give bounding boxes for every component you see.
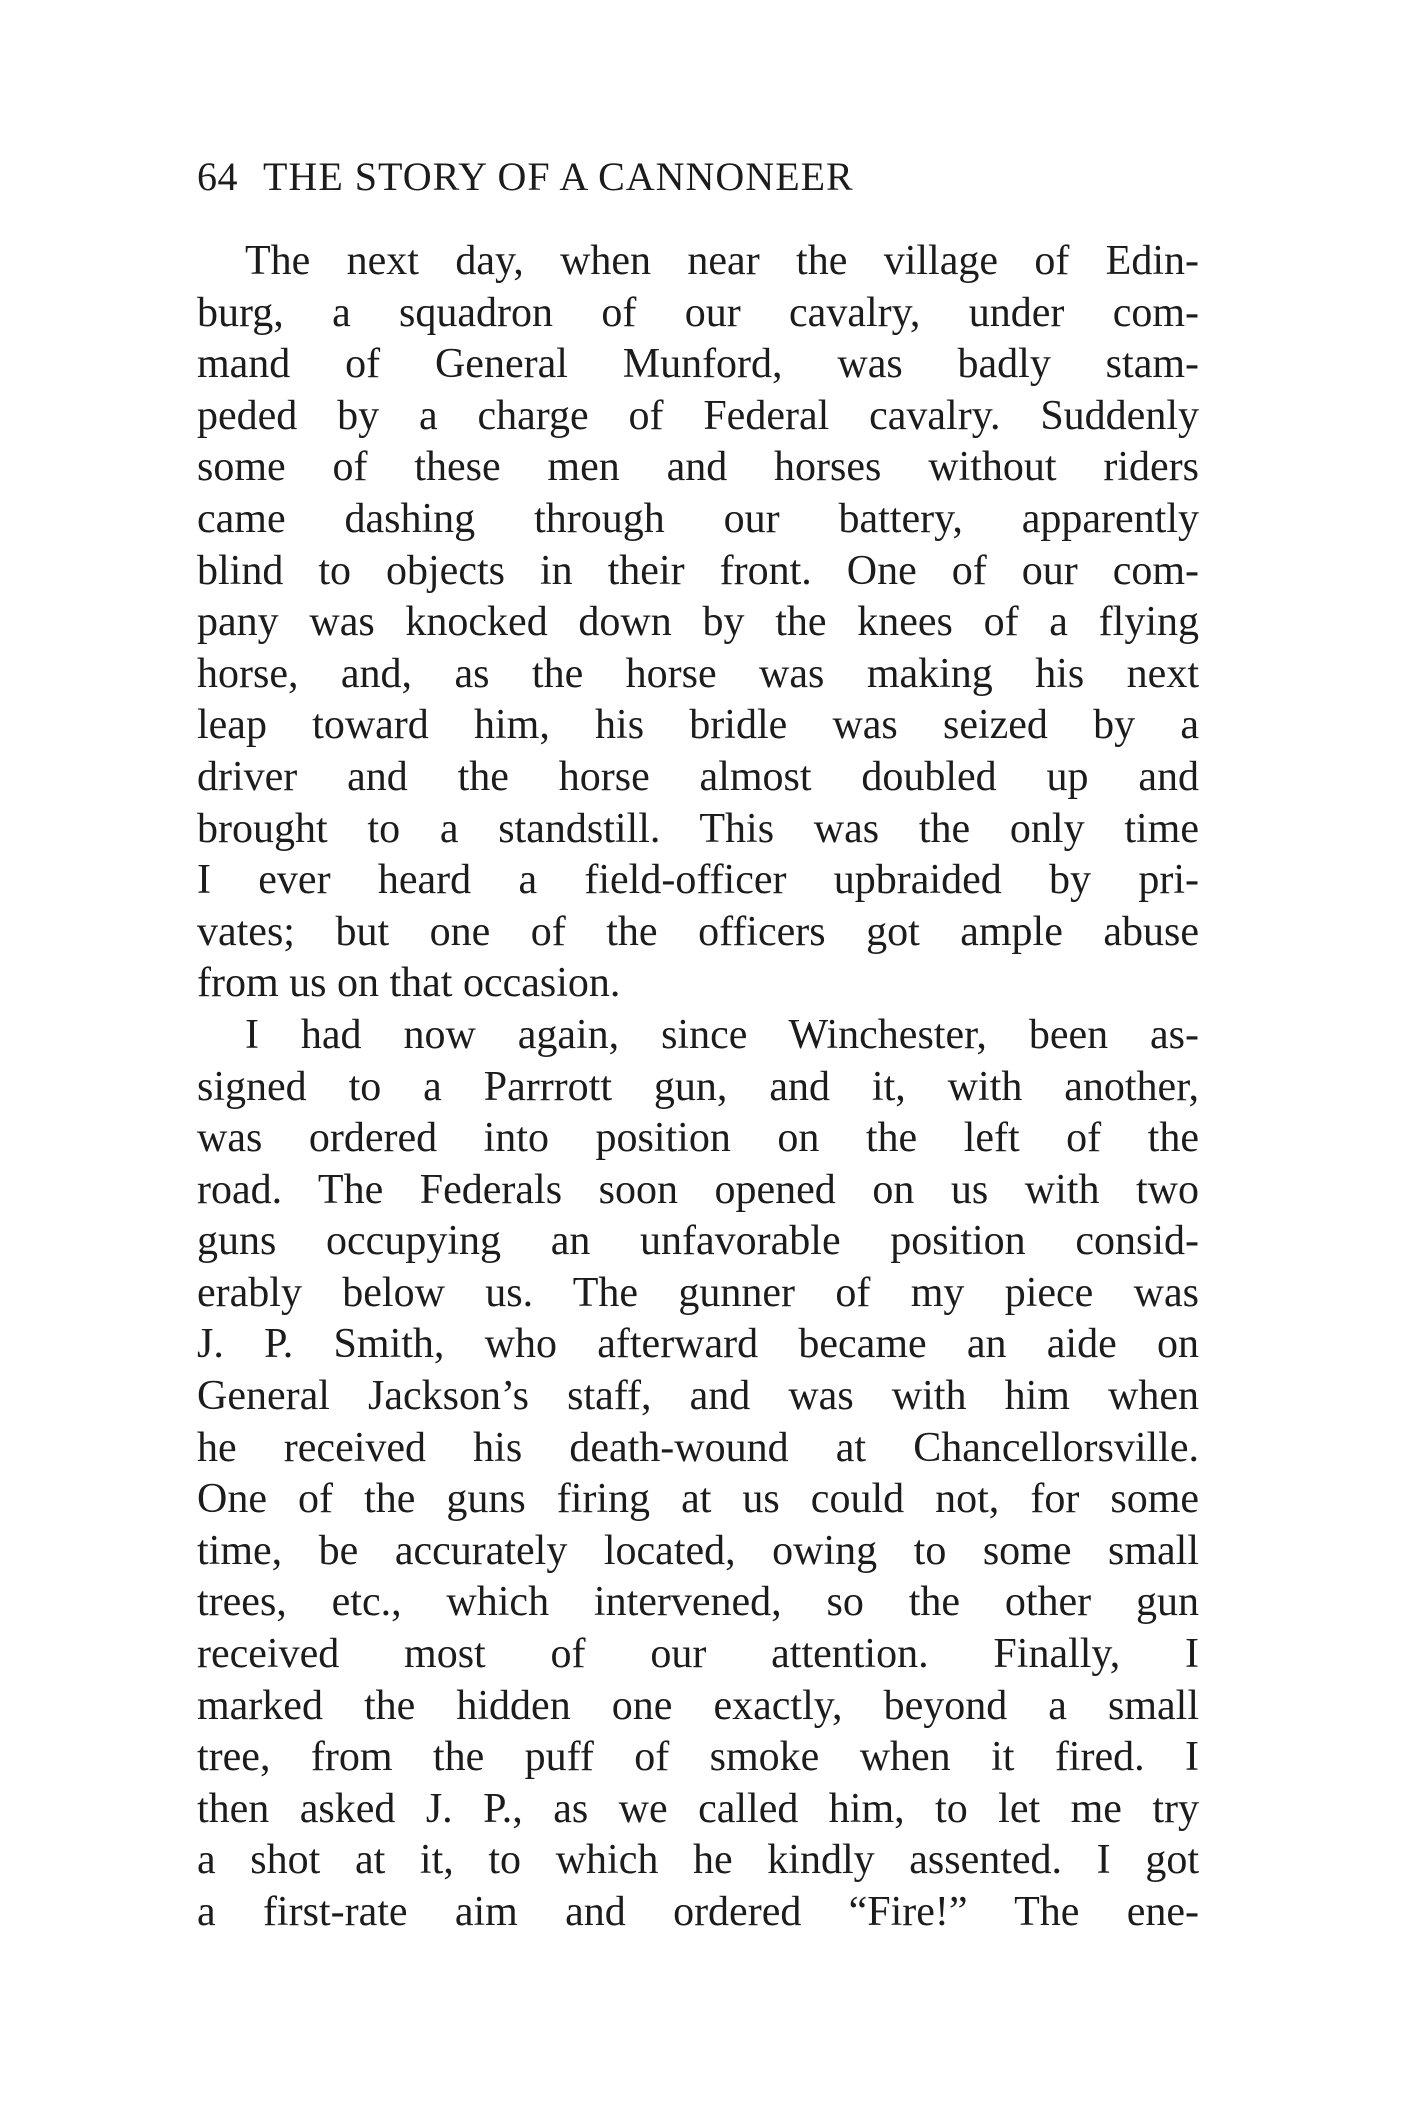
text-line: came dashing through our battery, apparently [197,495,1199,542]
text-line: burg, a squadron of our cavalry, under com- [197,289,1199,336]
page-number: 64 [197,154,238,199]
text-line: mand of General Munford, was badly stam- [197,341,1199,388]
text-line: blind to objects in their front. One of our com- [197,547,1199,594]
text-line: then asked J. P., as we called him, to let me try [197,1785,1199,1832]
running-title: THE STORY OF A CANNONEER [263,154,854,199]
text-line: received most of our attention. Finally, I [197,1631,1199,1678]
text-line: pany was knocked down by the knees of a flying [197,599,1199,646]
text-line: horse, and, as the horse was making his next [197,650,1199,697]
body-text [197,236,1199,1939]
text-line: guns occupying an unfavorable position consid- [197,1218,1199,1265]
text-line: was ordered into position on the left of the [197,1115,1199,1162]
text-line: I had now again, since Winchester, been as- [245,1011,1199,1058]
text-line: tree, from the puff of smoke when it fired. I [197,1734,1199,1781]
text-line: driver and the horse almost doubled up and [197,753,1199,800]
text-line: trees, etc., which intervened, so the other gun [197,1579,1199,1626]
text-line: marked the hidden one exactly, beyond a small [197,1682,1199,1729]
text-line: leap toward him, his bridle was seized by a [197,702,1199,749]
text-line: vates; but one of the officers got ample abuse [197,908,1199,955]
text-line: J. P. Smith, who afterward became an aide on [197,1321,1199,1368]
text-line: a first-rate aim and ordered “Fire!” The ene- [197,1889,1199,1935]
text-line: road. The Federals soon opened on us with two [197,1166,1199,1213]
text-line: signed to a Parrrott gun, and it, with another, [197,1063,1199,1110]
text-line: peded by a charge of Federal cavalry. Suddenly [197,392,1199,439]
text-line: The next day, when near the village of Edin- [245,238,1199,284]
text-line: from us on that occasion. [197,960,621,1007]
text-line: One of the guns firing at us could not, for some [197,1476,1199,1523]
text-line: he received his death-wound at Chancellorsville. [197,1424,1199,1471]
text-line: time, be accurately located, owing to some small [197,1527,1199,1574]
text-line: brought to a standstill. This was the only time [197,805,1199,852]
text-line: erably below us. The gunner of my piece was [197,1269,1199,1316]
text-line: General Jackson’s staff, and was with him when [197,1373,1199,1420]
text-line: some of these men and horses without riders [197,444,1199,491]
page-header [197,152,1197,202]
text-line: I ever heard a field-officer upbraided by pri- [197,857,1199,904]
text-line: a shot at it, to which he kindly assented. I got [197,1837,1199,1884]
